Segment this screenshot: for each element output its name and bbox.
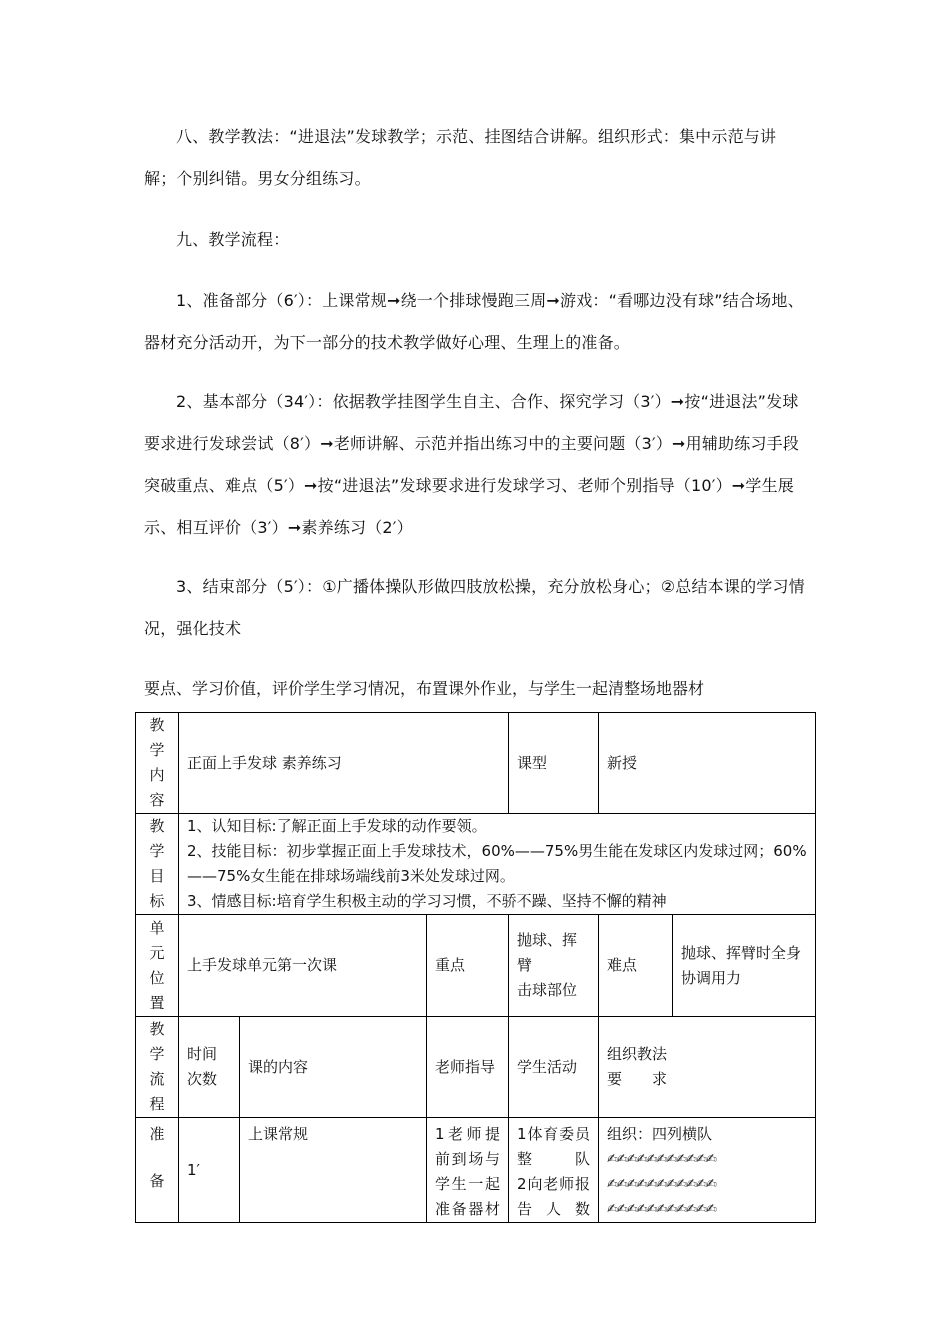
label-teaching-flow: 教学流程	[136, 1017, 179, 1118]
row-teaching-flow-header	[136, 1017, 816, 1118]
preparation-time: 1′	[179, 1118, 240, 1223]
label-teaching-goals: 教学目标	[136, 814, 179, 915]
header-organization-method: 组织教法 要 求	[599, 1017, 816, 1118]
preparation-content: 上课常规	[240, 1118, 427, 1223]
teaching-goals-list	[179, 814, 816, 915]
header-student-activity: 学生活动	[509, 1017, 599, 1118]
row-teaching-goals	[136, 814, 816, 915]
label-preparation: 准 备	[136, 1118, 179, 1223]
formation-row-icon: ✍✍✍✍✍✍✍✍✍✍✍	[607, 1177, 716, 1192]
row-unit-position	[136, 915, 816, 1017]
header-time-count: 时间次数	[179, 1017, 240, 1118]
header-lesson-content: 课的内容	[240, 1017, 427, 1118]
goal-emotional: 3、情感目标:培育学生积极主动的学习习惯，不骄不躁、坚持不懈的精神	[187, 892, 667, 910]
lesson-plan-table	[135, 712, 816, 1223]
paragraph-basic-part: 2、基本部分（34′）：依据教学挂图学生自主、合作、探究学习（3′）➞按“进退法”发球要求进行发球尝试（8′）➞老师讲解、示范并指出练习中的主要问题（3′）➞用辅助练习手段突破重点、难点（5′）➞按“进退法”发球要求进行发球学习、老师个别指导（10′）➞学生展示、相互评价（3′）➞素养练习（2′）	[144, 392, 800, 537]
label-teaching-content: 教学内容	[136, 713, 179, 814]
unit-position-value: 上手发球单元第一次课	[179, 915, 427, 1017]
difficulty-label: 难点	[599, 915, 673, 1017]
label-unit-position: 单元位置	[136, 915, 179, 1017]
row-teaching-content	[136, 713, 816, 814]
teaching-content-value: 正面上手发球 素养练习	[179, 713, 509, 814]
formation-row-icon: ✍✍✍✍✍✍✍✍✍✍✍	[607, 1152, 716, 1167]
lesson-type-value: 新授	[599, 713, 816, 814]
paragraph-teaching-flow-heading: 九、教学流程：	[176, 230, 290, 249]
key-point-value: 抛球、挥臂 击球部位	[509, 915, 599, 1017]
paragraph-ending-part: 3、结束部分（5′）：①广播体操队形做四肢放松操，充分放松身心；②总结本课的学习情况，强化技术	[144, 577, 805, 638]
preparation-organization: 组织：四列横队 ✍✍✍✍✍✍✍✍✍✍✍ ✍✍✍✍✍✍✍✍✍✍✍ ✍✍✍✍✍✍✍✍✍✍✍	[599, 1118, 816, 1223]
header-teacher-guidance: 老师指导	[427, 1017, 509, 1118]
lesson-type-label: 课型	[509, 713, 599, 814]
preparation-student-activity: 1体育委员整队 2向老师报告人数	[509, 1118, 599, 1223]
preparation-teacher-guidance: 1老师提前到场与学生一起准备器材	[427, 1118, 509, 1223]
paragraph-preparation-part: 1、准备部分（6′）：上课常规➞绕一个排球慢跑三周➞游戏：“看哪边没有球”结合场地、器材充分活动开，为下一部分的技术教学做好心理、生理上的准备。	[144, 291, 804, 352]
row-preparation	[136, 1118, 816, 1223]
paragraph-teaching-method: 八、教学教法：“进退法”发球教学；示范、挂图结合讲解。组织形式：集中示范与讲解；个别纠错。男女分组练习。	[144, 127, 777, 188]
goal-skill: 2、技能目标：初步掌握正面上手发球技术，60%——75%男生能在发球区内发球过网；60%——75%女生能在排球场端线前3米处发球过网。	[187, 842, 807, 885]
goal-cognitive: 1、认知目标:了解正面上手发球的动作要领。	[187, 817, 487, 835]
difficulty-value: 抛球、挥臂时全身协调用力	[673, 915, 816, 1017]
formation-row-icon: ✍✍✍✍✍✍✍✍✍✍✍	[607, 1202, 716, 1217]
key-point-label: 重点	[427, 915, 509, 1017]
paragraph-ending-continued: 要点、学习价值，评价学生学习情况，布置课外作业，与学生一起清整场地器材	[144, 679, 705, 698]
